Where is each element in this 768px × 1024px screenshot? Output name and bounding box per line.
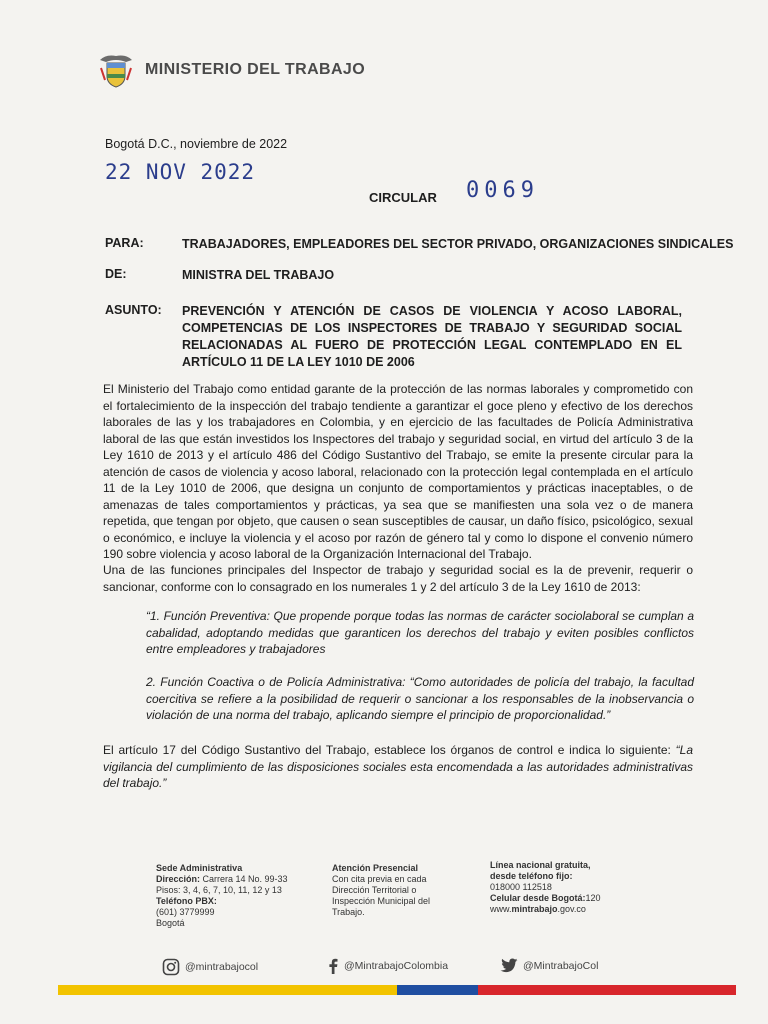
paragraph-3-text: El artículo 17 del Código Sustantivo del Trabajo, establece los órganos de control e indica lo siguiente: (103, 743, 676, 757)
footer-in-person-line: Inspección Municipal del (332, 896, 431, 906)
footer-address: Dirección: Carrera 14 No. 99-33 (156, 874, 288, 884)
footer-admin-title: Sede Administrativa (156, 863, 243, 873)
facebook-link[interactable] (327, 958, 448, 974)
footer-floors: Pisos: 3, 4, 6, 7, 10, 11, 12 y 13 (156, 885, 282, 895)
place-date: Bogotá D.C., noviembre de 2022 (105, 137, 288, 151)
stripe-yellow (58, 985, 397, 995)
footer-website[interactable]: www.mintrabajo.gov.co (490, 904, 586, 914)
footer-in-person-line: Trabajo. (332, 907, 365, 917)
stamp-date: 22 NOV 2022 (105, 160, 256, 184)
footer-in-person (332, 863, 430, 918)
ministry-name: MINISTERIO DEL TRABAJO (145, 61, 366, 78)
instagram-link[interactable] (162, 958, 258, 976)
twitter-handle: @MintrabajoCol (523, 959, 599, 972)
twitter-icon (500, 958, 518, 973)
coat-of-arms-icon (96, 50, 136, 90)
facebook-icon (327, 958, 339, 974)
asunto-value: PREVENCIÓN Y ATENCIÓN DE CASOS DE VIOLENCIA Y ACOSO LABORAL, COMPETENCIAS DE LOS INSPECTORES DE TRABAJO Y SEGURIDAD SOCIAL RELACIONADAS AL FUERO DE PROTECCIÓN LEGAL CONTEMPLADO EN EL ARTÍCULO 11 DE LA LEY 1010 DE 2006 (182, 304, 682, 369)
footer-phone-label: Teléfono PBX: (156, 896, 217, 906)
para-label: PARA: (105, 236, 144, 250)
paragraph-3 (103, 742, 693, 792)
footer-in-person-title: Atención Presencial (332, 863, 419, 873)
para-value: TRABAJADORES, EMPLEADORES DEL SECTOR PRIVADO, ORGANIZACIONES SINDICALES (182, 237, 734, 251)
flag-stripe (58, 985, 736, 995)
stripe-red (478, 985, 736, 995)
circular-label: CIRCULAR (369, 190, 437, 205)
quote-2: 2. Función Coactiva o de Policía Administrativa: “Como autoridades de policía del trabajo, la facultad coercitiva se refiere a la posibilidad de requerir o sancionar a los responsables de la inobservancia o violación de una norma del trabajo, aplicando siempre el principio de proporcionalidad.” (146, 675, 694, 722)
footer-hotline-subtitle: desde teléfono fijo: (490, 871, 573, 881)
instagram-handle: @mintrabajocol (185, 961, 259, 973)
footer-cell: Celular desde Bogotá:120 (490, 893, 601, 903)
footer-in-person-line: Dirección Territorial o (332, 885, 417, 895)
paragraph-3-quote: “La vigilancia del cumplimiento de las disposiciones sociales esta encomendada a las autoridades administrativas del trabajo.” (103, 743, 693, 790)
footer-city: Bogotá (156, 918, 185, 928)
footer-hotline-title: Línea nacional gratuita, (490, 860, 591, 870)
footer-hotline-phone: 018000 112518 (490, 882, 552, 892)
letterhead (96, 50, 365, 90)
de-label: DE: (105, 267, 127, 281)
instagram-icon (162, 958, 180, 976)
footer-phone: (601) 3779999 (156, 907, 215, 917)
stripe-blue (397, 985, 478, 995)
paragraph-1: El Ministerio del Trabajo como entidad garante de la protección de las normas laborales y comprometido con el fortalecimiento de la inspección del trabajo tendiente a garantizar el goce pleno y efectivo de los derechos laborales de las y los trabajadores en Colombia, y en ejercicio de las facultades de Policía Administrativa laboral de las que están investidos los Inspectores del trabajo y seguridad social, en virtud del artículo 3 de la Ley 1610 de 2013 y el artículo 486 del Código Sustantivo del Trabajo, se emite la presente circular para la atención de casos de violencia y acoso laboral, relacionado con la protección legal contemplada en el artículo 11 de la Ley 1010 de 2006, que designa un conjunto de comportamientos y prácticas inaceptables, o de amenazas de tales comportamientos y prácticas, ya sea que se manifiesten una sola vez o de manera repetida, que tengan por objeto, que causen o sean susceptibles de causar, un daño físico, psicológico, sexual o económico, e incluye la violencia y el acoso por razón de género tal y como lo dispone el convenio número 190 sobre violencia y acoso laboral de la Organización Internacional del Trabajo. (103, 382, 693, 561)
twitter-link[interactable] (500, 958, 598, 973)
facebook-handle: @MintrabajoColombia (344, 960, 449, 972)
footer-hotline (490, 860, 601, 915)
de-value: MINISTRA DEL TRABAJO (182, 268, 335, 282)
footer-admin-office (156, 863, 288, 929)
asunto-label: ASUNTO: (105, 303, 162, 317)
circular-number: 0069 (466, 178, 539, 203)
paragraph-2: Una de las funciones principales del Inspector de trabajo y seguridad social es la de prevenir, requerir o sancionar, conforme con lo consagrado en los numerales 1 y 2 del artículo 3 de la Ley 1610 de 2013: (103, 563, 693, 594)
footer-in-person-line: Con cita previa en cada (332, 874, 427, 884)
quote-1: “1. Función Preventiva: Que propende porque todas las normas de carácter sociolaboral se cumplan a cabalidad, adoptando medidas que garanticen los derechos del trabajo y eviten posibles conflictos entre empleadores y trabajadores (146, 609, 694, 656)
